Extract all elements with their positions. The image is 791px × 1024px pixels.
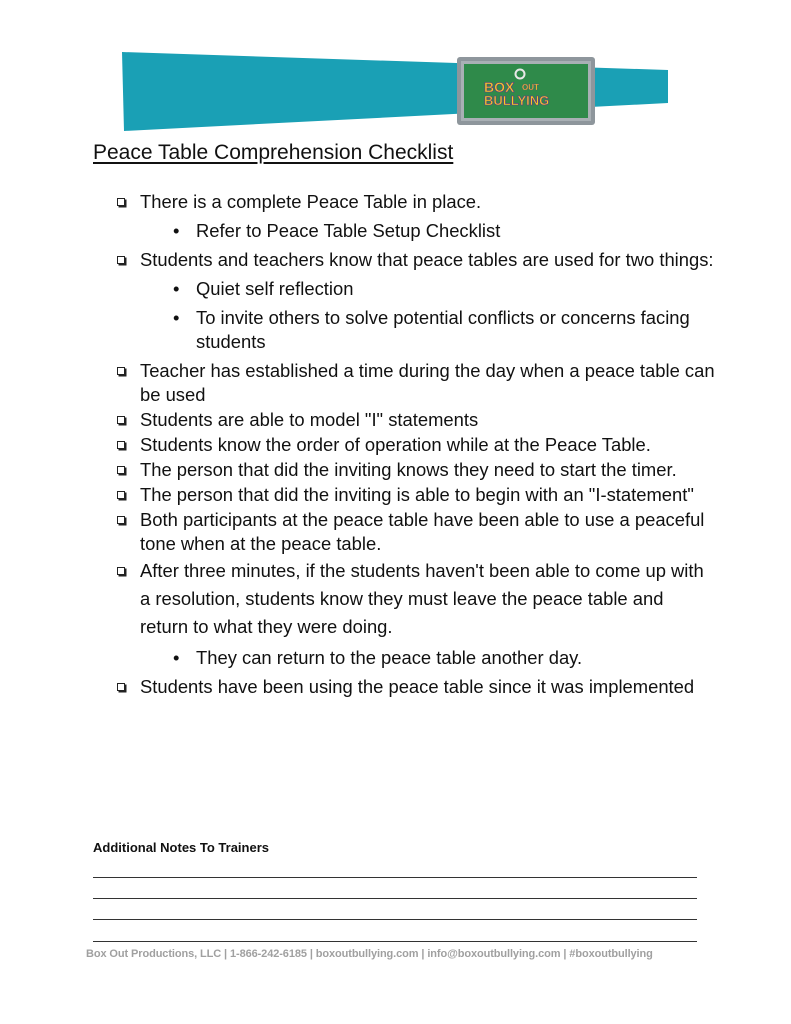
svg-text:OUT: OUT — [522, 83, 539, 92]
checklist-item-text: Students and teachers know that peace tables are used for two things: — [140, 249, 714, 270]
checkbox-icon[interactable] — [117, 441, 125, 449]
notes-line[interactable] — [93, 898, 697, 899]
checklist-item — [116, 675, 716, 699]
sub-item-text: Refer to Peace Table Setup Checklist — [196, 220, 501, 241]
checklist-item-text: The person that did the inviting is able to begin with an "I-statement" — [140, 484, 694, 505]
sub-list — [140, 219, 716, 243]
sub-item — [164, 306, 716, 354]
sub-item — [164, 646, 716, 670]
checkbox-icon[interactable] — [117, 683, 125, 691]
checklist-item-text: Students are able to model "I" statements — [140, 409, 479, 430]
bullet-icon: • — [173, 307, 180, 328]
sub-list — [140, 646, 716, 670]
checklist-item-text: Students have been using the peace table since it was implemented — [140, 676, 695, 697]
sub-item-text: To invite others to solve potential conflicts or concerns facing students — [196, 307, 690, 352]
checkbox-icon[interactable] — [117, 256, 125, 264]
checkbox-icon[interactable] — [117, 416, 125, 424]
checklist-item — [116, 557, 716, 670]
checkbox-icon[interactable] — [117, 466, 125, 474]
checklist-item-text: There is a complete Peace Table in place. — [140, 191, 482, 212]
notes-line[interactable] — [93, 877, 697, 878]
notes-line[interactable] — [93, 919, 697, 920]
header-banner — [0, 0, 791, 140]
checklist-item-text: Teacher has established a time during the day when a peace table can be used — [140, 360, 715, 405]
notes-label: Additional Notes To Trainers — [93, 840, 270, 855]
checklist-item-text: After three minutes, if the students haven't been able to come up with a resolution, students know they must leave the peace table and return to what they were doing. — [140, 560, 704, 637]
checkbox-icon[interactable] — [117, 198, 125, 206]
checkbox-icon[interactable] — [117, 516, 125, 524]
checklist-item — [116, 483, 716, 507]
sub-item — [164, 219, 716, 243]
svg-text:BULLYING: BULLYING — [484, 93, 550, 108]
checklist-item-text: Students know the order of operation while at the Peace Table. — [140, 434, 651, 455]
checklist-item — [116, 458, 716, 482]
bullet-icon: • — [173, 220, 180, 241]
checkbox-icon[interactable] — [117, 567, 125, 575]
svg-text:BOX: BOX — [484, 79, 515, 95]
checklist-item — [116, 190, 716, 243]
checklist-item — [116, 359, 716, 407]
notes-line[interactable] — [93, 941, 697, 942]
checklist-item — [116, 433, 716, 457]
checklist-item-text: The person that did the inviting knows they need to start the timer. — [140, 459, 677, 480]
sub-list — [140, 277, 716, 354]
sub-item-text: They can return to the peace table another day. — [196, 647, 583, 668]
checklist-item — [116, 508, 716, 556]
sub-item-text: Quiet self reflection — [196, 278, 354, 299]
checklist-item-text: Both participants at the peace table have been able to use a peaceful tone when at the peace table. — [140, 509, 705, 554]
box-out-bullying-logo — [457, 57, 595, 125]
sub-item — [164, 277, 716, 301]
bullet-icon: • — [173, 278, 180, 299]
bullet-icon: • — [173, 647, 180, 668]
checklist-item — [116, 248, 716, 354]
page-title: Peace Table Comprehension Checklist — [93, 141, 454, 164]
checkbox-icon[interactable] — [117, 367, 125, 375]
footer-contact: Box Out Productions, LLC | 1-866-242-6185 | boxoutbullying.com | info@boxoutbullying.com | #boxoutbullying — [86, 948, 653, 960]
checklist-item — [116, 408, 716, 432]
checkbox-icon[interactable] — [117, 491, 125, 499]
comprehension-checklist — [116, 190, 716, 700]
